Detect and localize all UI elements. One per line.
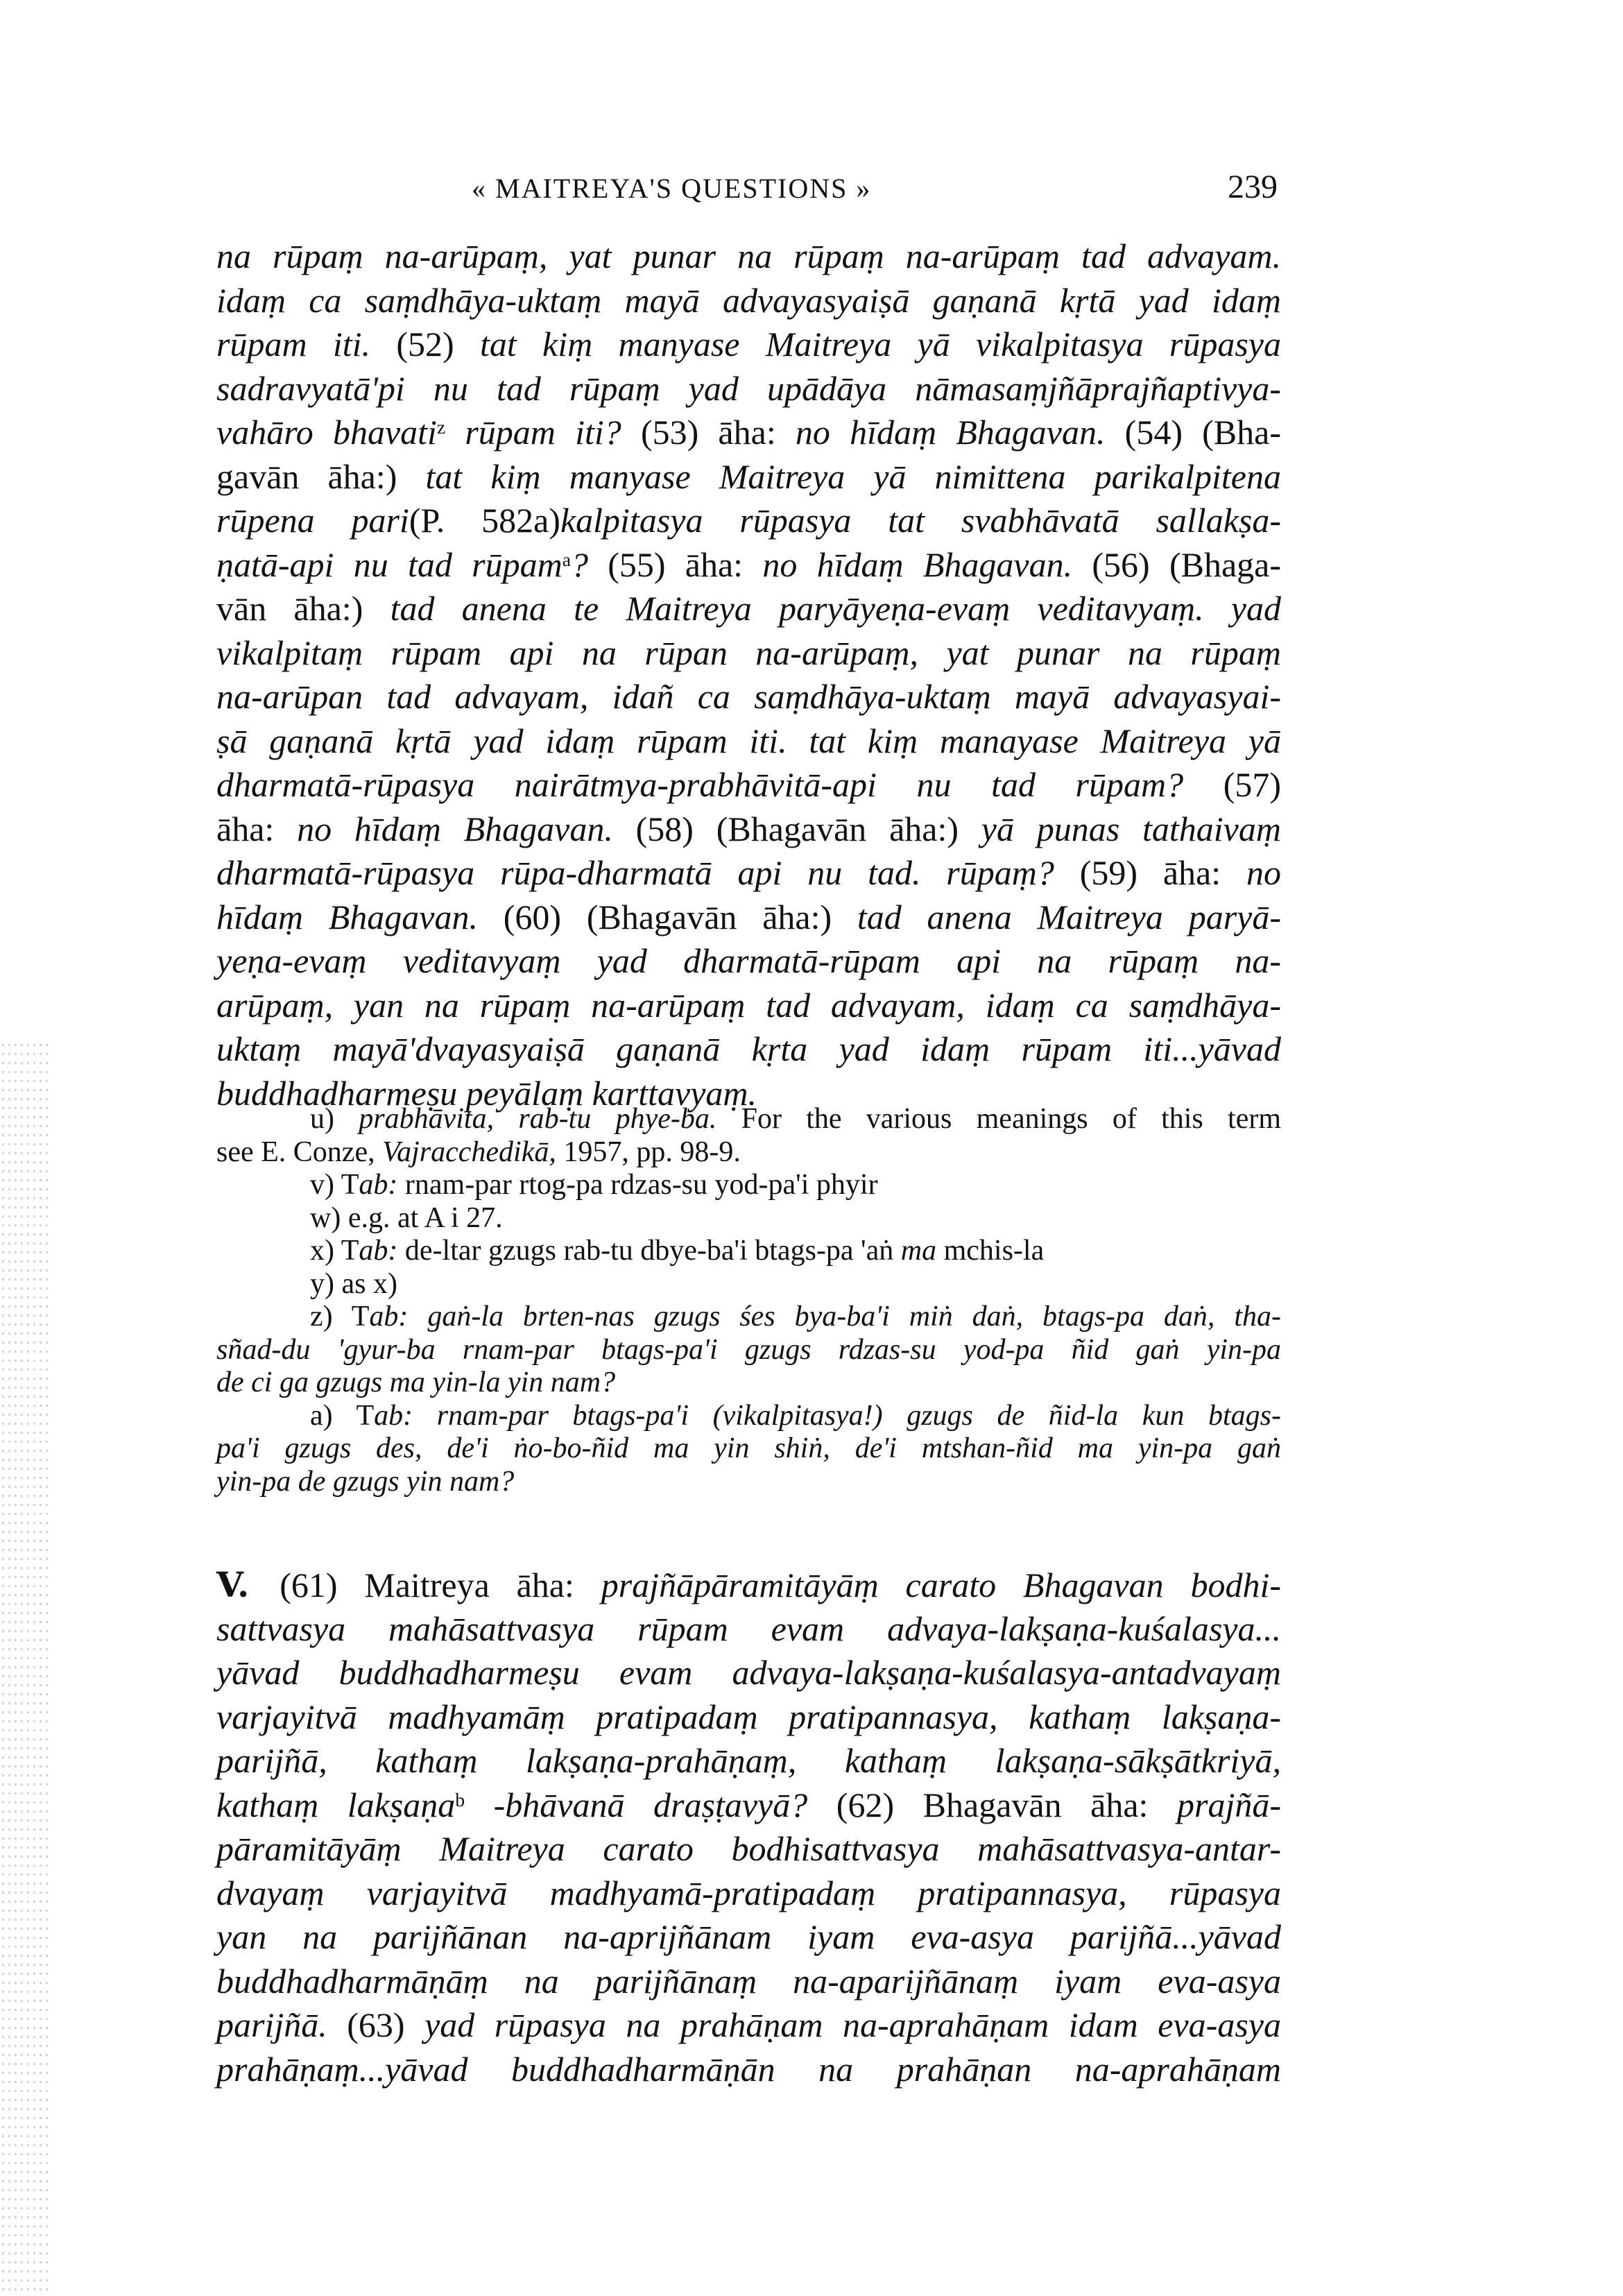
text-run: vikalpitaṃ rūpam api na rūpan na-arūpaṃ, yat punar na rūpaṃ <box>216 633 1281 672</box>
text-line <box>216 939 1281 984</box>
text-line <box>216 455 1281 499</box>
footnote-line <box>216 1466 1281 1499</box>
text-run: ab: <box>369 1301 409 1333</box>
main-paragraph <box>216 234 1281 1115</box>
text-run: (58) (Bhagavān āha:) <box>635 809 981 848</box>
text-run: buddhadharmāṇāṃ na parijñānaṃ na-aparijñānaṃ iyam eva-asya <box>216 1961 1281 2001</box>
text-run: rūpam iti. <box>216 325 397 363</box>
text-run: rnam-par rtog-pa rdzas-su yod-pa'i phyir <box>397 1169 878 1201</box>
text-run: parijñā. <box>216 2005 347 2044</box>
running-title: « MAITREYA'S QUESTIONS » <box>472 173 872 204</box>
text-run: yā punas tathaivaṃ <box>981 809 1281 848</box>
text-run: yin-pa de gzugs yin nam? <box>216 1465 515 1498</box>
text-run: ab: <box>359 1169 398 1201</box>
text-run: tad anena te Maitreya paryāyeṇa-evaṃ veditavyaṃ. yad <box>390 589 1281 628</box>
footnote-line <box>216 1432 1281 1466</box>
text-run: dvayaṃ varjayitvā madhyamā-pratipadaṃ pratipannasya, rūpasya <box>216 1873 1281 1912</box>
text-run: (59) āha: <box>1079 853 1246 892</box>
footnote-line <box>216 1136 1281 1170</box>
footnote-marker: b <box>455 1788 465 1810</box>
text-run: ṇatā-api nu tad rūpam <box>216 545 563 584</box>
text-run: kalpitasya rūpasya tat svabhāvatā sallakṣa- <box>560 501 1282 540</box>
footnote-line <box>216 1367 1281 1400</box>
text-run: (P. 582a) <box>409 501 560 540</box>
text-run: no <box>1246 853 1281 892</box>
text-run: ? <box>570 545 608 584</box>
text-run: (56) (Bhaga- <box>1092 545 1282 584</box>
footnote-line <box>216 1301 1281 1334</box>
text-run: dharmatā-rūpasya nairātmya-prabhāvitā-api nu tad rūpam? <box>216 765 1223 804</box>
text-line <box>216 279 1281 323</box>
footnote-line <box>216 1334 1281 1367</box>
text-line <box>216 896 1281 940</box>
text-line <box>216 1563 1281 1607</box>
text-run: āha: <box>216 809 298 848</box>
text-line <box>216 2048 1281 2092</box>
text-run: x) T <box>310 1235 359 1267</box>
text-line <box>216 323 1281 367</box>
text-run: pa'i gzugs des, de'i ṅo-bo-ñid ma yin shiṅ, de'i mtshan-ñid ma yin-pa gaṅ <box>216 1432 1281 1464</box>
text-run: no hīdaṃ Bhagavan. <box>795 413 1125 452</box>
section-label: V. <box>216 1564 280 1605</box>
text-run: parijñā, kathaṃ lakṣaṇa-prahāṇaṃ, kathaṃ lakṣaṇa-sākṣātkriyā, <box>216 1741 1281 1780</box>
text-run: dharmatā-rūpasya rūpa-dharmatā api nu tad. rūpaṃ? <box>216 853 1080 892</box>
text-run: (62) Bhagavān āha: <box>836 1785 1177 1824</box>
text-run: pāramitāyāṃ Maitreya carato bodhisattvasya mahāsattvasya-antar- <box>216 1829 1281 1868</box>
text-run: yeṇa-evaṃ veditavyaṃ yad dharmatā-rūpam api na rūpaṃ na- <box>216 941 1281 980</box>
text-line <box>216 499 1281 543</box>
text-line <box>216 1651 1281 1695</box>
text-line <box>216 1027 1281 1072</box>
text-run: (61) Maitreya āha: <box>280 1566 601 1604</box>
text-line <box>216 1783 1281 1828</box>
text-run: prajñāpāramitāyāṃ carato Bhagavan bodhi- <box>601 1566 1282 1604</box>
text-run: Vajracchedikā, <box>382 1136 556 1168</box>
text-line <box>216 1871 1281 1916</box>
text-run: see E. Conze, <box>216 1136 383 1168</box>
text-run: vahāro bhavati <box>216 413 437 452</box>
text-run: de-ltar gzugs rab-tu dbye-ba'i btags-pa 'aṅ <box>397 1235 901 1267</box>
text-run: mchis-la <box>936 1235 1045 1267</box>
text-line <box>216 851 1281 896</box>
footnote-line <box>216 1400 1281 1433</box>
text-line <box>216 234 1281 279</box>
text-run: a) T <box>310 1399 375 1432</box>
text-run: w) e.g. at A i 27. <box>310 1201 503 1234</box>
text-run: na-arūpan tad advayam, idañ ca saṃdhāya-uktaṃ mayā advayasyai- <box>216 677 1281 716</box>
text-run: uktaṃ mayā'dvayasyaiṣā gaṇanā kṛta yad idaṃ rūpam iti...yāvad <box>216 1029 1281 1068</box>
text-run: hīdaṃ Bhagavan. <box>216 897 504 936</box>
page-number: 239 <box>1228 169 1278 205</box>
text-line <box>216 1739 1281 1783</box>
text-line <box>216 543 1281 588</box>
section-v <box>216 1563 1281 2091</box>
text-line <box>216 1960 1281 2004</box>
text-run: arūpaṃ, yan na rūpaṃ na-arūpaṃ tad advayam, idaṃ ca saṃdhāya- <box>216 985 1281 1025</box>
text-line <box>216 631 1281 676</box>
text-run: (52) <box>396 325 480 363</box>
text-run: prajñā- <box>1177 1785 1281 1824</box>
text-line <box>216 1695 1281 1740</box>
text-run: sattvasya mahāsattvasya rūpam evam advaya-lakṣaṇa-kuśalasya... <box>216 1609 1281 1648</box>
text-run: tat kiṃ manyase Maitreya yā vikalpitasya rūpasya <box>479 325 1281 363</box>
page-header <box>0 166 1623 215</box>
text-run: varjayitvā madhyamāṃ pratipadaṃ pratipannasya, kathaṃ lakṣaṇa- <box>216 1697 1281 1736</box>
footnote-line <box>216 1103 1281 1136</box>
text-run: ṣā gaṇanā kṛtā yad idaṃ rūpam iti. tat kiṃ manayase Maitreya yā <box>216 721 1281 760</box>
text-line <box>216 587 1281 631</box>
text-run: ma <box>900 1235 937 1267</box>
text-run: rnam-par btags-pa'i (vikalpitasya!) gzugs de ñid-la kun btags- <box>413 1399 1282 1432</box>
text-run: rūpena pari <box>216 501 409 540</box>
text-run: idaṃ ca saṃdhāya-uktaṃ mayā advayasyaiṣā gaṇanā kṛtā yad idaṃ <box>216 280 1281 320</box>
text-run: (60) (Bhagavān āha:) <box>503 897 857 936</box>
text-run: no hīdaṃ Bhagavan. <box>762 545 1092 584</box>
footnote-line <box>216 1235 1281 1268</box>
footnote-marker: z <box>436 415 446 438</box>
text-line <box>216 719 1281 764</box>
text-run: z) T <box>310 1301 370 1333</box>
text-run: -bhāvanā draṣṭavyā? <box>465 1785 836 1824</box>
text-run: rūpam iti? <box>445 413 641 452</box>
text-line <box>216 1607 1281 1652</box>
text-line <box>216 411 1281 455</box>
text-run: (55) āha: <box>608 545 763 584</box>
footnote-line <box>216 1202 1281 1235</box>
text-run: u) <box>310 1103 359 1135</box>
scan-edge-noise <box>0 1040 49 2296</box>
footnote-marker: a <box>562 548 571 570</box>
text-run: sñad-du 'gyur-ba rnam-par btags-pa'i gzugs rdzas-su yod-pa ñid gaṅ yin-pa <box>216 1333 1281 1366</box>
text-run: (63) <box>347 2005 425 2044</box>
text-line <box>216 763 1281 807</box>
text-run: sadravyatā'pi nu tad rūpaṃ yad upādāya nāmasaṃjñāprajñaptivya- <box>216 368 1281 408</box>
text-line <box>216 1827 1281 1871</box>
text-run: gaṅ-la brten-nas gzugs śes bya-ba'i miṅ daṅ, btags-pa daṅ, tha- <box>408 1301 1281 1333</box>
text-run: vān āha:) <box>216 589 390 628</box>
text-run: yan na parijñānan na-aprijñānam iyam eva-asya parijñā...yāvad <box>216 1917 1281 1956</box>
text-run: gavān āha:) <box>216 456 426 496</box>
text-run: tat kiṃ manyase Maitreya yā nimittena parikalpitena <box>425 456 1281 496</box>
text-run: tad anena Maitreya paryā- <box>857 897 1281 936</box>
text-run: 1957, pp. 98-9. <box>556 1136 741 1168</box>
text-run: (54) (Bha- <box>1124 413 1281 452</box>
footnote-line <box>216 1268 1281 1301</box>
text-run: For the various meanings of this term <box>716 1103 1281 1135</box>
text-run: prabhāvita, rab-tu phye-ba. <box>359 1103 717 1135</box>
text-run: (57) <box>1223 765 1281 804</box>
text-run: de ci ga gzugs ma yin-la yin nam? <box>216 1367 616 1398</box>
text-run: yad rūpasya na prahāṇam na-aprahāṇam idam eva-asya <box>424 2005 1281 2044</box>
text-run: buddhadharmeṣu peyālaṃ karttavyaṃ. <box>216 1073 757 1113</box>
footnotes <box>216 1103 1281 1498</box>
footnote-line <box>216 1169 1281 1202</box>
text-line <box>216 807 1281 852</box>
text-run: (53) āha: <box>640 413 796 452</box>
text-line <box>216 1915 1281 1960</box>
text-line <box>216 675 1281 719</box>
text-run: y) as x) <box>310 1267 397 1300</box>
text-run: yāvad buddhadharmeṣu evam advaya-lakṣaṇa-kuśalasya-antadvayaṃ <box>216 1653 1281 1692</box>
text-line <box>216 984 1281 1028</box>
text-run: prahāṇaṃ...yāvad buddhadharmāṇān na prahāṇan na-aprahāṇam <box>216 2049 1281 2089</box>
text-line <box>216 2003 1281 2048</box>
text-run: na rūpaṃ na-arūpaṃ, yat punar na rūpaṃ na-arūpaṃ tad advayam. <box>216 237 1281 275</box>
text-run: kathaṃ lakṣaṇa <box>216 1785 456 1824</box>
text-run: v) T <box>310 1169 359 1201</box>
text-run: no hīdaṃ Bhagavan. <box>297 809 636 848</box>
text-run: ab: <box>359 1235 398 1267</box>
text-line <box>216 367 1281 411</box>
text-run: ab: <box>374 1399 413 1432</box>
